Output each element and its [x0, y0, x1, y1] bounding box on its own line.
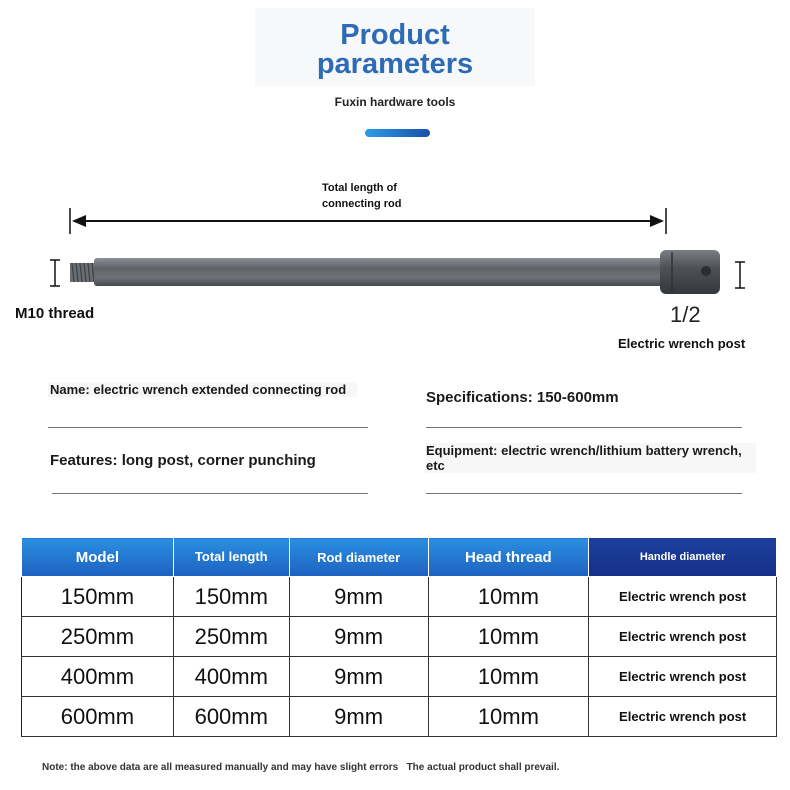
info-name: Name: electric wrench extended connecting rod	[48, 382, 357, 397]
divider	[426, 493, 742, 494]
table-row	[22, 657, 777, 697]
threaded-end	[70, 263, 96, 282]
cell-total-length: 250mm	[173, 617, 289, 657]
divider	[52, 493, 368, 494]
info-specifications: Specifications: 150-600mm	[426, 389, 619, 406]
col-header-rod-diameter: Rod diameter	[289, 538, 428, 577]
cell-total-length: 400mm	[173, 657, 289, 697]
cell-rod-diameter: 9mm	[289, 617, 428, 657]
total-length-label-line1: Total length of	[322, 182, 397, 194]
cell-handle-diameter: Electric wrench post	[589, 697, 777, 737]
footnote: Note: the above data are all measured manually and may have slight errors The actual product shall prevail.	[42, 762, 560, 773]
drive-size-label: 1/2	[670, 302, 701, 327]
info-features: Features: long post, corner punching	[50, 452, 316, 469]
cell-handle-diameter: Electric wrench post	[589, 657, 777, 697]
cell-model: 250mm	[22, 617, 174, 657]
total-length-label	[322, 180, 401, 212]
divider	[426, 427, 742, 428]
col-header-head-thread: Head thread	[428, 538, 589, 577]
cell-head-thread: 10mm	[428, 577, 589, 617]
page-title-line1: Product	[340, 19, 450, 51]
post-label: Electric wrench post	[618, 336, 746, 351]
cell-rod-diameter: 9mm	[289, 697, 428, 737]
cell-rod-diameter: 9mm	[289, 657, 428, 697]
table-header-row	[22, 538, 777, 577]
spec-table	[21, 537, 777, 737]
col-header-handle-diameter: Handle diameter	[589, 538, 777, 577]
divider	[48, 427, 368, 428]
thread-bracket	[50, 260, 60, 286]
cell-head-thread: 10mm	[428, 617, 589, 657]
cell-model: 600mm	[22, 697, 174, 737]
cell-model: 150mm	[22, 577, 174, 617]
col-header-model: Model	[22, 538, 174, 577]
rod-body	[94, 258, 666, 286]
page-title-line2: parameters	[316, 48, 474, 80]
cell-model: 400mm	[22, 657, 174, 697]
post-bracket	[735, 262, 745, 288]
cell-total-length: 150mm	[173, 577, 289, 617]
table-row	[22, 617, 777, 657]
table-row	[22, 697, 777, 737]
thread-label: M10 thread	[15, 305, 95, 322]
table-row	[22, 577, 777, 617]
brand-subtitle: Fuxin hardware tools	[334, 95, 456, 109]
cell-total-length: 600mm	[173, 697, 289, 737]
cell-head-thread: 10mm	[428, 657, 589, 697]
col-header-total-length: Total length	[173, 538, 289, 577]
socket-head	[660, 250, 720, 294]
cell-handle-diameter: Electric wrench post	[589, 617, 777, 657]
info-equipment: Equipment: electric wrench/lithium battery wrench, etc	[426, 443, 756, 473]
cell-handle-diameter: Electric wrench post	[589, 577, 777, 617]
total-length-label-line2: connecting rod	[322, 198, 402, 210]
cell-head-thread: 10mm	[428, 697, 589, 737]
cell-rod-diameter: 9mm	[289, 577, 428, 617]
